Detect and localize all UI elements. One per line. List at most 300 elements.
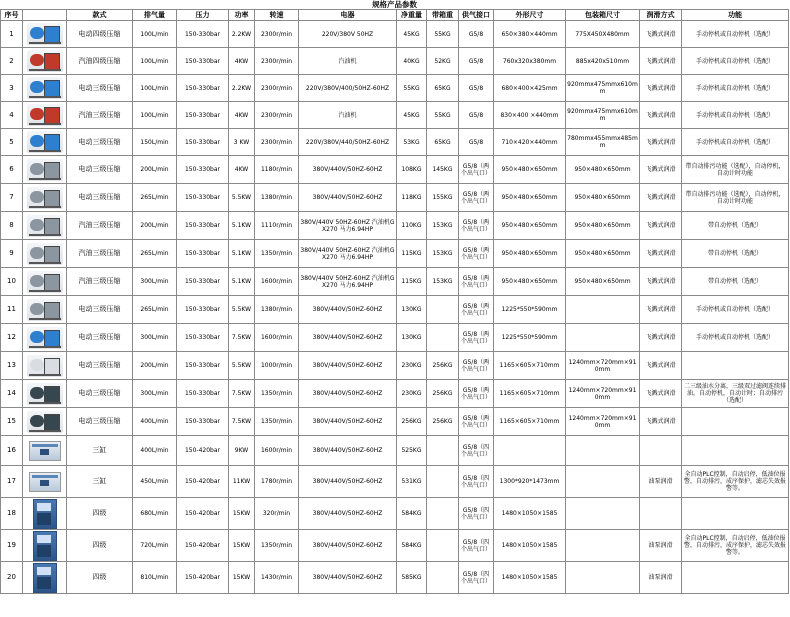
package-size-cell [566, 530, 640, 562]
model-style-cell: 四级 [67, 530, 133, 562]
lubrication-cell: 飞溅式润滑 [640, 240, 682, 268]
row-number-cell: 19 [1, 530, 23, 562]
air-outlet-cell: G5/8（两个出气口） [459, 240, 494, 268]
row-number-cell: 6 [1, 156, 23, 184]
flow-rate-cell: 200L/min [133, 352, 177, 380]
product-image-cell [23, 240, 67, 268]
function-cell [682, 408, 789, 436]
product-image-cell [23, 436, 67, 466]
boxed-weight-cell: 153KG [427, 268, 459, 296]
lubrication-cell: 飞溅式润滑 [640, 324, 682, 352]
speed-cell: 1000r/min [255, 352, 299, 380]
compressor-photo [27, 23, 63, 45]
net-weight-cell: 45KG [397, 102, 427, 129]
net-weight-cell: 118KG [397, 184, 427, 212]
function-cell: 全自动PLC控制，自动启停，低油位报警，自动排污，成序保护，滤芯失效报警等。 [682, 466, 789, 498]
model-style-cell: 电动三级压缩 [67, 324, 133, 352]
boxed-weight-cell: 55KG [427, 102, 459, 129]
electrical-cell: 380V/440V/50HZ-60HZ [299, 352, 397, 380]
electrical-cell: 380V/440V/50HZ-60HZ [299, 562, 397, 594]
row-number-cell: 3 [1, 75, 23, 102]
dimensions-cell: 1225*550*590mm [494, 296, 566, 324]
air-outlet-cell: G5/8（两个出气口） [459, 408, 494, 436]
compressor-photo [27, 355, 63, 377]
package-size-cell: 920mmx475mmx610mm [566, 75, 640, 102]
pressure-cell: 150-330bar [177, 324, 229, 352]
compressor-photo [27, 215, 63, 237]
dimensions-cell: 1165×605×710mm [494, 408, 566, 436]
power-cell: 2.2KW [229, 21, 255, 48]
lubrication-cell: 油泵润滑 [640, 562, 682, 594]
product-image-cell [23, 530, 67, 562]
function-cell: 手动停机或自动停机（选配） [682, 129, 789, 156]
speed-cell: 2300r/min [255, 75, 299, 102]
table-row [1, 498, 789, 530]
compressor-photo [27, 187, 63, 209]
package-size-cell: 920mmx475mmx610mm [566, 102, 640, 129]
row-number-cell: 15 [1, 408, 23, 436]
boxed-weight-cell [427, 296, 459, 324]
model-style-cell: 四级 [67, 498, 133, 530]
table-row [1, 75, 789, 102]
air-outlet-cell: G5/8 [459, 48, 494, 75]
power-cell: 11KW [229, 466, 255, 498]
model-style-cell: 汽油三级压缩 [67, 212, 133, 240]
package-size-cell [566, 324, 640, 352]
pressure-cell: 150-330bar [177, 296, 229, 324]
flow-rate-cell: 450L/min [133, 466, 177, 498]
compressor-photo [27, 411, 63, 433]
power-cell: 5.1KW [229, 212, 255, 240]
package-size-cell: 775X450X480mm [566, 21, 640, 48]
flow-rate-cell: 300L/min [133, 324, 177, 352]
electrical-cell: 380V/440V/50HZ-60HZ [299, 296, 397, 324]
speed-cell: 1110r/min [255, 212, 299, 240]
power-cell: 15KW [229, 562, 255, 594]
row-number-cell: 9 [1, 240, 23, 268]
net-weight-cell: 40KG [397, 48, 427, 75]
boxed-weight-cell: 153KG [427, 240, 459, 268]
pressure-cell: 150-330bar [177, 48, 229, 75]
product-image-cell [23, 48, 67, 75]
flow-rate-cell: 100L/min [133, 48, 177, 75]
column-header [23, 10, 67, 21]
speed-cell: 1350r/min [255, 408, 299, 436]
compressor-photo [27, 243, 63, 265]
electrical-cell: 380V/440V/50HZ-60HZ [299, 530, 397, 562]
table-row [1, 240, 789, 268]
model-style-cell: 汽油三级压缩 [67, 268, 133, 296]
electrical-cell: 220V/380V 50HZ [299, 21, 397, 48]
speed-cell: 1600r/min [255, 324, 299, 352]
boxed-weight-cell: 55KG [427, 21, 459, 48]
power-cell: 7.5KW [229, 408, 255, 436]
net-weight-cell: 584KG [397, 498, 427, 530]
row-number-cell: 20 [1, 562, 23, 594]
air-outlet-cell: G5/8（四个出气口） [459, 466, 494, 498]
sheet-title: 规格产品参数 [372, 0, 418, 9]
function-cell: 手动停机或自动停机（选配） [682, 296, 789, 324]
compressor-photo [27, 299, 63, 321]
column-header: 净重量 [397, 10, 427, 21]
package-size-cell: 885x420x510mm [566, 48, 640, 75]
product-image-cell [23, 352, 67, 380]
lubrication-cell: 飞溅式润滑 [640, 184, 682, 212]
speed-cell: 2300r/min [255, 129, 299, 156]
power-cell: 5.5KW [229, 184, 255, 212]
package-size-cell: 1240mm×720mm×910mm [566, 380, 640, 408]
model-style-cell: 三缸 [67, 466, 133, 498]
function-cell: 带自动排污功能（选配），自动停机，自动计时功能 [682, 184, 789, 212]
pressure-cell: 150-330bar [177, 102, 229, 129]
product-image-cell [23, 380, 67, 408]
package-size-cell: 950×480×650mm [566, 184, 640, 212]
air-outlet-cell: G5/8（两个出气口） [459, 296, 494, 324]
compressor-photo [27, 104, 63, 126]
pressure-cell: 150-420bar [177, 530, 229, 562]
power-cell: 3 KW [229, 129, 255, 156]
product-image-cell [23, 129, 67, 156]
header-row [1, 10, 789, 21]
pressure-cell: 150-420bar [177, 498, 229, 530]
lubrication-cell [640, 498, 682, 530]
pressure-cell: 150-330bar [177, 380, 229, 408]
electrical-cell: 220V/380V/400/50HZ-60HZ [299, 75, 397, 102]
boxed-weight-cell [427, 530, 459, 562]
function-cell [682, 498, 789, 530]
net-weight-cell: 256KG [397, 408, 427, 436]
package-size-cell [566, 498, 640, 530]
lubrication-cell: 油泵润滑 [640, 466, 682, 498]
column-header: 外形尺寸 [494, 10, 566, 21]
dimensions-cell: 710×420×440mm [494, 129, 566, 156]
dimensions-cell: 680×400×425mm [494, 75, 566, 102]
model-style-cell: 三缸 [67, 436, 133, 466]
product-image-cell [23, 102, 67, 129]
electrical-cell: 380V/440V/50HZ-60HZ [299, 380, 397, 408]
power-cell: 2.2KW [229, 75, 255, 102]
column-header: 压力 [177, 10, 229, 21]
boxed-weight-cell: 65KG [427, 75, 459, 102]
flow-rate-cell: 300L/min [133, 380, 177, 408]
compressor-photo [27, 131, 63, 153]
power-cell: 5.5KW [229, 352, 255, 380]
boxed-weight-cell: 256KG [427, 380, 459, 408]
dimensions-cell: 1480×1050×1585 [494, 498, 566, 530]
speed-cell: 1380r/min [255, 184, 299, 212]
package-size-cell: 780mmx455mmx485mm [566, 129, 640, 156]
table-row [1, 156, 789, 184]
flow-rate-cell: 720L/min [133, 530, 177, 562]
row-number-cell: 18 [1, 498, 23, 530]
row-number-cell: 8 [1, 212, 23, 240]
electrical-cell: 380V/440V/50HZ-60HZ [299, 466, 397, 498]
compressor-photo [27, 77, 63, 99]
product-image-cell [23, 184, 67, 212]
net-weight-cell: 230KG [397, 380, 427, 408]
column-header: 功率 [229, 10, 255, 21]
pressure-cell: 150-330bar [177, 75, 229, 102]
column-header: 电器 [299, 10, 397, 21]
function-cell: 二三级油水分离，三级双过滤阀连续排油，自动停机，自动计时；自动排污（选配） [682, 380, 789, 408]
boxed-weight-cell [427, 436, 459, 466]
model-style-cell: 汽油三级压缩 [67, 240, 133, 268]
boxed-weight-cell: 256KG [427, 408, 459, 436]
package-size-cell [566, 562, 640, 594]
dimensions-cell: 830×400 ×440mm [494, 102, 566, 129]
pressure-cell: 150-420bar [177, 466, 229, 498]
flow-rate-cell: 265L/min [133, 240, 177, 268]
column-header: 转速 [255, 10, 299, 21]
model-style-cell: 电动三级压缩 [67, 129, 133, 156]
lubrication-cell: 飞溅式润滑 [640, 21, 682, 48]
dimensions-cell: 950×480×650mm [494, 156, 566, 184]
lubrication-cell [640, 436, 682, 466]
electrical-cell: 220V/380V/440/50HZ-60HZ [299, 129, 397, 156]
function-cell: 手动停机或自动停机（选配） [682, 48, 789, 75]
boxed-weight-cell: 145KG [427, 156, 459, 184]
speed-cell: 1600r/min [255, 268, 299, 296]
table-row [1, 21, 789, 48]
dimensions-cell: 650×380×440mm [494, 21, 566, 48]
model-style-cell: 电动三级压缩 [67, 408, 133, 436]
product-image-cell [23, 296, 67, 324]
dimensions-cell: 1300*920*1473mm [494, 466, 566, 498]
power-cell: 4KW [229, 48, 255, 75]
speed-cell: 1430r/min [255, 562, 299, 594]
dimensions-cell: 1480×1050×1585 [494, 562, 566, 594]
table-row [1, 102, 789, 129]
net-weight-cell: 53KG [397, 129, 427, 156]
function-cell: 手动停机或自动停机（选配） [682, 324, 789, 352]
flow-rate-cell: 100L/min [133, 75, 177, 102]
row-number-cell: 1 [1, 21, 23, 48]
dimensions-cell: 1225*550*590mm [494, 324, 566, 352]
compressor-cabinet-image [33, 563, 57, 593]
electrical-cell: 380V/440V/50HZ-60HZ [299, 498, 397, 530]
table-row [1, 48, 789, 75]
table-row [1, 129, 789, 156]
dimensions-cell: 950×480×650mm [494, 240, 566, 268]
pressure-cell: 150-330bar [177, 408, 229, 436]
table-row [1, 184, 789, 212]
speed-cell: 1380r/min [255, 296, 299, 324]
product-image-cell [23, 466, 67, 498]
net-weight-cell: 585KG [397, 562, 427, 594]
power-cell: 5.5KW [229, 296, 255, 324]
model-style-cell: 电动三级压缩 [67, 156, 133, 184]
flow-rate-cell: 200L/min [133, 156, 177, 184]
electrical-cell: 380V/440V/50HZ-60HZ [299, 436, 397, 466]
dimensions-cell [494, 436, 566, 466]
product-image-cell [23, 324, 67, 352]
air-outlet-cell: G5/8（四个出气口） [459, 530, 494, 562]
lubrication-cell: 飞溅式润滑 [640, 48, 682, 75]
model-style-cell: 汽油四级压缩 [67, 48, 133, 75]
package-size-cell: 950×480×650mm [566, 240, 640, 268]
function-cell: 手动停机或自动停机（选配） [682, 102, 789, 129]
speed-cell: 1350r/min [255, 380, 299, 408]
row-number-cell: 4 [1, 102, 23, 129]
power-cell: 5.1KW [229, 268, 255, 296]
speed-cell: 1350r/min [255, 530, 299, 562]
air-outlet-cell: G5/8（四个出气口） [459, 498, 494, 530]
compressor-photo [27, 327, 63, 349]
pressure-cell: 150-330bar [177, 268, 229, 296]
product-image-cell [23, 212, 67, 240]
package-size-cell [566, 466, 640, 498]
row-number-cell: 7 [1, 184, 23, 212]
lubrication-cell: 飞溅式润滑 [640, 352, 682, 380]
dimensions-cell: 950×480×650mm [494, 268, 566, 296]
table-row [1, 380, 789, 408]
package-size-cell [566, 436, 640, 466]
compressor-unit-image [29, 472, 61, 492]
product-image-cell [23, 156, 67, 184]
lubrication-cell: 飞溅式润滑 [640, 212, 682, 240]
speed-cell: 1180r/min [255, 156, 299, 184]
speed-cell: 1780r/min [255, 466, 299, 498]
lubrication-cell: 飞溅式润滑 [640, 129, 682, 156]
dimensions-cell: 1480×1050×1585 [494, 530, 566, 562]
power-cell: 15KW [229, 530, 255, 562]
column-header: 包装箱尺寸 [566, 10, 640, 21]
boxed-weight-cell [427, 466, 459, 498]
speed-cell: 2300r/min [255, 48, 299, 75]
row-number-cell: 16 [1, 436, 23, 466]
air-outlet-cell: G5/8 [459, 75, 494, 102]
model-style-cell: 电动四级压缩 [67, 21, 133, 48]
net-weight-cell: 55KG [397, 75, 427, 102]
lubrication-cell: 飞溅式润滑 [640, 102, 682, 129]
net-weight-cell: 115KG [397, 240, 427, 268]
row-number-cell: 2 [1, 48, 23, 75]
model-style-cell: 电动三级压缩 [67, 75, 133, 102]
net-weight-cell: 130KG [397, 324, 427, 352]
electrical-cell: 380V/440V 50HZ-60HZ 汽油机GX270 马力6.94HP [299, 268, 397, 296]
row-number-cell: 13 [1, 352, 23, 380]
flow-rate-cell: 200L/min [133, 212, 177, 240]
air-outlet-cell: G5/8（两个出气口） [459, 324, 494, 352]
row-number-cell: 12 [1, 324, 23, 352]
flow-rate-cell: 150L/min [133, 129, 177, 156]
net-weight-cell: 531KG [397, 466, 427, 498]
electrical-cell: 380V/440V/50HZ-60HZ [299, 184, 397, 212]
table-row [1, 352, 789, 380]
flow-rate-cell: 810L/min [133, 562, 177, 594]
model-style-cell: 电动三级压缩 [67, 352, 133, 380]
power-cell: 4KW [229, 102, 255, 129]
model-style-cell: 电动三级压缩 [67, 184, 133, 212]
flow-rate-cell: 100L/min [133, 102, 177, 129]
flow-rate-cell: 100L/min [133, 21, 177, 48]
speed-cell: 2300r/min [255, 21, 299, 48]
air-outlet-cell: G5/8（两个出气口） [459, 212, 494, 240]
pressure-cell: 150-420bar [177, 436, 229, 466]
table-row [1, 296, 789, 324]
pressure-cell: 150-420bar [177, 562, 229, 594]
boxed-weight-cell [427, 498, 459, 530]
flow-rate-cell: 265L/min [133, 184, 177, 212]
flow-rate-cell: 300L/min [133, 268, 177, 296]
function-cell: 带自动停机（选配） [682, 212, 789, 240]
boxed-weight-cell: 65KG [427, 129, 459, 156]
row-number-cell: 11 [1, 296, 23, 324]
lubrication-cell: 飞溅式润滑 [640, 408, 682, 436]
net-weight-cell: 115KG [397, 268, 427, 296]
column-header: 序号 [1, 10, 23, 21]
function-cell: 带自动停机（选配） [682, 240, 789, 268]
flow-rate-cell: 400L/min [133, 408, 177, 436]
boxed-weight-cell: 256KG [427, 352, 459, 380]
model-style-cell: 汽油三级压缩 [67, 102, 133, 129]
lubrication-cell: 油泵润滑 [640, 530, 682, 562]
electrical-cell: 380V/440V/50HZ-60HZ [299, 408, 397, 436]
model-style-cell: 四级 [67, 562, 133, 594]
boxed-weight-cell: 153KG [427, 212, 459, 240]
lubrication-cell: 飞溅式润滑 [640, 156, 682, 184]
package-size-cell: 1240mm×720mm×910mm [566, 352, 640, 380]
table-row [1, 562, 789, 594]
air-outlet-cell: G5/8（两个出气口） [459, 184, 494, 212]
row-number-cell: 5 [1, 129, 23, 156]
pressure-cell: 150-330bar [177, 156, 229, 184]
boxed-weight-cell: 155KG [427, 184, 459, 212]
product-image-cell [23, 408, 67, 436]
column-header: 带箱重 [427, 10, 459, 21]
net-weight-cell: 110KG [397, 212, 427, 240]
package-size-cell: 1240mm×720mm×910mm [566, 408, 640, 436]
air-outlet-cell: G5/8 [459, 102, 494, 129]
compressor-photo [27, 159, 63, 181]
table-row [1, 268, 789, 296]
dimensions-cell: 1165×605×710mm [494, 380, 566, 408]
power-cell: 9KW [229, 436, 255, 466]
compressor-photo [27, 383, 63, 405]
air-outlet-cell: G5/8（四个出气口） [459, 562, 494, 594]
air-outlet-cell: G5/8（两个出气口） [459, 268, 494, 296]
pressure-cell: 150-330bar [177, 240, 229, 268]
compressor-cabinet-image [33, 531, 57, 561]
air-outlet-cell: G5/8（两个出气口） [459, 380, 494, 408]
function-cell: 手动停机或自动停机（选配） [682, 21, 789, 48]
power-cell: 5.1KW [229, 240, 255, 268]
dimensions-cell: 950×480×650mm [494, 184, 566, 212]
electrical-cell: 汽油机 [299, 48, 397, 75]
row-number-cell: 14 [1, 380, 23, 408]
speed-cell: 320r/min [255, 498, 299, 530]
lubrication-cell: 飞溅式润滑 [640, 75, 682, 102]
model-style-cell: 电动三级压缩 [67, 380, 133, 408]
column-header: 润滑方式 [640, 10, 682, 21]
electrical-cell: 380V/440V/50HZ-60HZ [299, 156, 397, 184]
table-body [1, 21, 789, 594]
power-cell: 7.5KW [229, 324, 255, 352]
air-outlet-cell: G5/8 [459, 21, 494, 48]
net-weight-cell: 525KG [397, 436, 427, 466]
function-cell [682, 352, 789, 380]
column-header: 供气接口 [459, 10, 494, 21]
model-style-cell: 电动三级压缩 [67, 296, 133, 324]
row-number-cell: 10 [1, 268, 23, 296]
pressure-cell: 150-330bar [177, 184, 229, 212]
package-size-cell: 950×480×650mm [566, 156, 640, 184]
package-size-cell [566, 296, 640, 324]
boxed-weight-cell: 52KG [427, 48, 459, 75]
lubrication-cell: 飞溅式润滑 [640, 296, 682, 324]
column-header: 款式 [67, 10, 133, 21]
table-row [1, 436, 789, 466]
